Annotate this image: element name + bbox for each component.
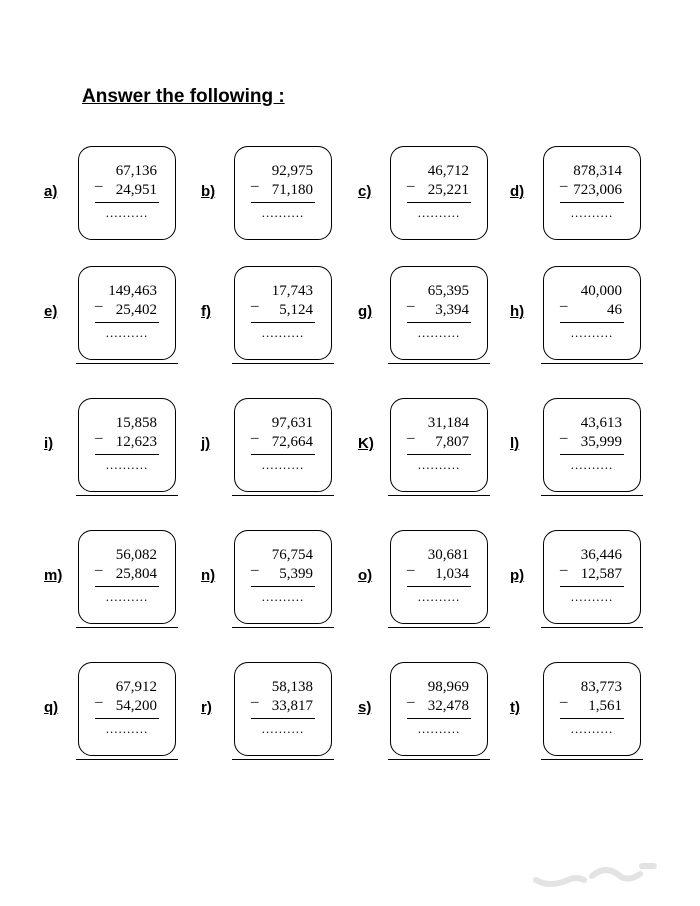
minus-sign: _ [251,173,259,189]
answer-rule [95,322,159,323]
answer-blank[interactable]: .......... [570,325,614,340]
subtrahend: 24,951 [115,182,157,198]
minus-sign: _ [560,689,568,705]
subtraction-problem-box [234,146,332,240]
minus-sign: _ [407,293,415,309]
answer-blank[interactable]: .......... [105,589,149,604]
minuend: 46,712 [427,163,469,179]
problem-label: e) [44,303,58,320]
answer-rule [251,202,315,203]
answer-blank[interactable]: .......... [570,589,614,604]
answer-blank[interactable]: .......... [261,205,305,220]
subtraction-problem-box [78,146,176,240]
minus-sign: _ [95,173,103,189]
minus-sign: _ [560,293,568,309]
minus-sign: _ [560,557,568,573]
subtraction-problem-box [390,530,488,624]
answer-rule [251,718,315,719]
minus-sign: _ [95,557,103,573]
answer-blank[interactable]: .......... [417,721,461,736]
answer-rule [251,586,315,587]
problem-label: j) [201,435,211,452]
subtrahend: 33,817 [271,698,313,714]
minuend: 92,975 [271,163,313,179]
subtrahend: 7,807 [435,434,469,450]
minus-sign: _ [560,425,568,441]
answer-rule [95,454,159,455]
answer-blank[interactable]: .......... [261,721,305,736]
minus-sign: _ [407,173,415,189]
subtraction-problem-box [234,398,332,492]
minus-sign: _ [251,689,259,705]
minuend: 36,446 [580,547,622,563]
box-underline [388,495,490,496]
subtraction-problem-box [543,530,641,624]
answer-blank[interactable]: .......... [417,205,461,220]
subtrahend: 5,399 [279,566,313,582]
problem-label: m) [44,567,63,584]
subtrahend: 5,124 [279,302,313,318]
subtrahend: 1,034 [435,566,469,582]
problem-label: o) [358,567,373,584]
answer-blank[interactable]: .......... [417,589,461,604]
answer-blank[interactable]: .......... [417,457,461,472]
problem-label: n) [201,567,216,584]
subtrahend: 35,999 [580,434,622,450]
answer-rule [560,322,624,323]
box-underline [541,759,643,760]
box-underline [388,759,490,760]
minus-sign: _ [407,557,415,573]
answer-rule [560,454,624,455]
subtrahend: 1,561 [588,698,622,714]
answer-blank[interactable]: .......... [105,205,149,220]
subtraction-problem-box [390,146,488,240]
minuend: 83,773 [580,679,622,695]
box-underline [76,495,178,496]
problem-label: r) [201,699,212,716]
answer-blank[interactable]: .......... [570,721,614,736]
subtrahend: 25,221 [427,182,469,198]
subtrahend: 12,587 [580,566,622,582]
subtraction-problem-box [78,266,176,360]
answer-blank[interactable]: .......... [261,589,305,604]
answer-rule [95,586,159,587]
minuend: 65,395 [427,283,469,299]
problem-label: l) [510,435,520,452]
answer-blank[interactable]: .......... [105,457,149,472]
answer-rule [407,322,471,323]
box-underline [388,627,490,628]
answer-rule [251,322,315,323]
minuend: 67,912 [115,679,157,695]
subtrahend: 72,664 [271,434,313,450]
answer-blank[interactable]: .......... [261,325,305,340]
problem-label: c) [358,183,372,200]
problem-label: i) [44,435,54,452]
answer-rule [560,586,624,587]
answer-rule [560,718,624,719]
subtraction-problem-box [78,662,176,756]
subtrahend: 32,478 [427,698,469,714]
box-underline [76,363,178,364]
minus-sign: _ [251,557,259,573]
subtrahend: 25,402 [115,302,157,318]
answer-rule [407,202,471,203]
subtrahend: 46 [607,302,622,318]
box-underline [232,759,334,760]
problem-label: b) [201,183,216,200]
minuend: 149,463 [108,283,157,299]
subtraction-problem-box [234,662,332,756]
box-underline [541,495,643,496]
answer-rule [95,718,159,719]
subtrahend: 71,180 [271,182,313,198]
box-underline [232,363,334,364]
minuend: 43,613 [580,415,622,431]
problem-label: f) [201,303,211,320]
subtrahend: 54,200 [115,698,157,714]
minuend: 56,082 [115,547,157,563]
answer-rule [251,454,315,455]
haraj-logo-icon [530,854,660,892]
box-underline [232,495,334,496]
box-underline [541,627,643,628]
subtrahend: 723,006 [573,182,622,198]
problem-label: a) [44,183,58,200]
subtraction-problem-box [543,662,641,756]
minus-sign: _ [95,293,103,309]
answer-blank[interactable]: .......... [570,457,614,472]
subtrahend: 3,394 [435,302,469,318]
minus-sign: _ [251,425,259,441]
answer-blank[interactable]: .......... [261,457,305,472]
subtraction-problem-box [543,146,641,240]
minuend: 97,631 [271,415,313,431]
minus-sign: _ [251,293,259,309]
subtraction-problem-box [390,266,488,360]
subtraction-problem-box [234,530,332,624]
subtraction-problem-box [390,662,488,756]
answer-blank[interactable]: .......... [105,721,149,736]
minuend: 30,681 [427,547,469,563]
minuend: 58,138 [271,679,313,695]
subtraction-problem-box [78,398,176,492]
minuend: 15,858 [115,415,157,431]
box-underline [232,627,334,628]
subtrahend: 25,804 [115,566,157,582]
minuend: 878,314 [573,163,622,179]
answer-rule [407,586,471,587]
box-underline [541,363,643,364]
minuend: 17,743 [271,283,313,299]
subtraction-problem-box [543,398,641,492]
problem-label: g) [358,303,373,320]
answer-rule [407,718,471,719]
subtraction-problem-box [543,266,641,360]
subtrahend: 12,623 [115,434,157,450]
worksheet-title: Answer the following : [82,86,285,107]
answer-blank[interactable]: .......... [570,205,614,220]
problem-label: s) [358,699,372,716]
subtraction-problem-box [78,530,176,624]
subtraction-problem-box [390,398,488,492]
minuend: 67,136 [115,163,157,179]
minuend: 40,000 [580,283,622,299]
answer-rule [560,202,624,203]
problem-label: h) [510,303,525,320]
minus-sign: _ [407,689,415,705]
answer-rule [407,454,471,455]
problem-label: t) [510,699,520,716]
problem-label: K) [358,435,374,452]
minuend: 98,969 [427,679,469,695]
box-underline [388,363,490,364]
box-underline [76,627,178,628]
minus-sign: _ [560,173,568,189]
problem-label: q) [44,699,59,716]
minuend: 31,184 [427,415,469,431]
answer-blank[interactable]: .......... [105,325,149,340]
problem-label: d) [510,183,525,200]
answer-blank[interactable]: .......... [417,325,461,340]
problem-label: p) [510,567,525,584]
minus-sign: _ [407,425,415,441]
minus-sign: _ [95,425,103,441]
answer-rule [95,202,159,203]
subtraction-problem-box [234,266,332,360]
box-underline [76,759,178,760]
minus-sign: _ [95,689,103,705]
minuend: 76,754 [271,547,313,563]
